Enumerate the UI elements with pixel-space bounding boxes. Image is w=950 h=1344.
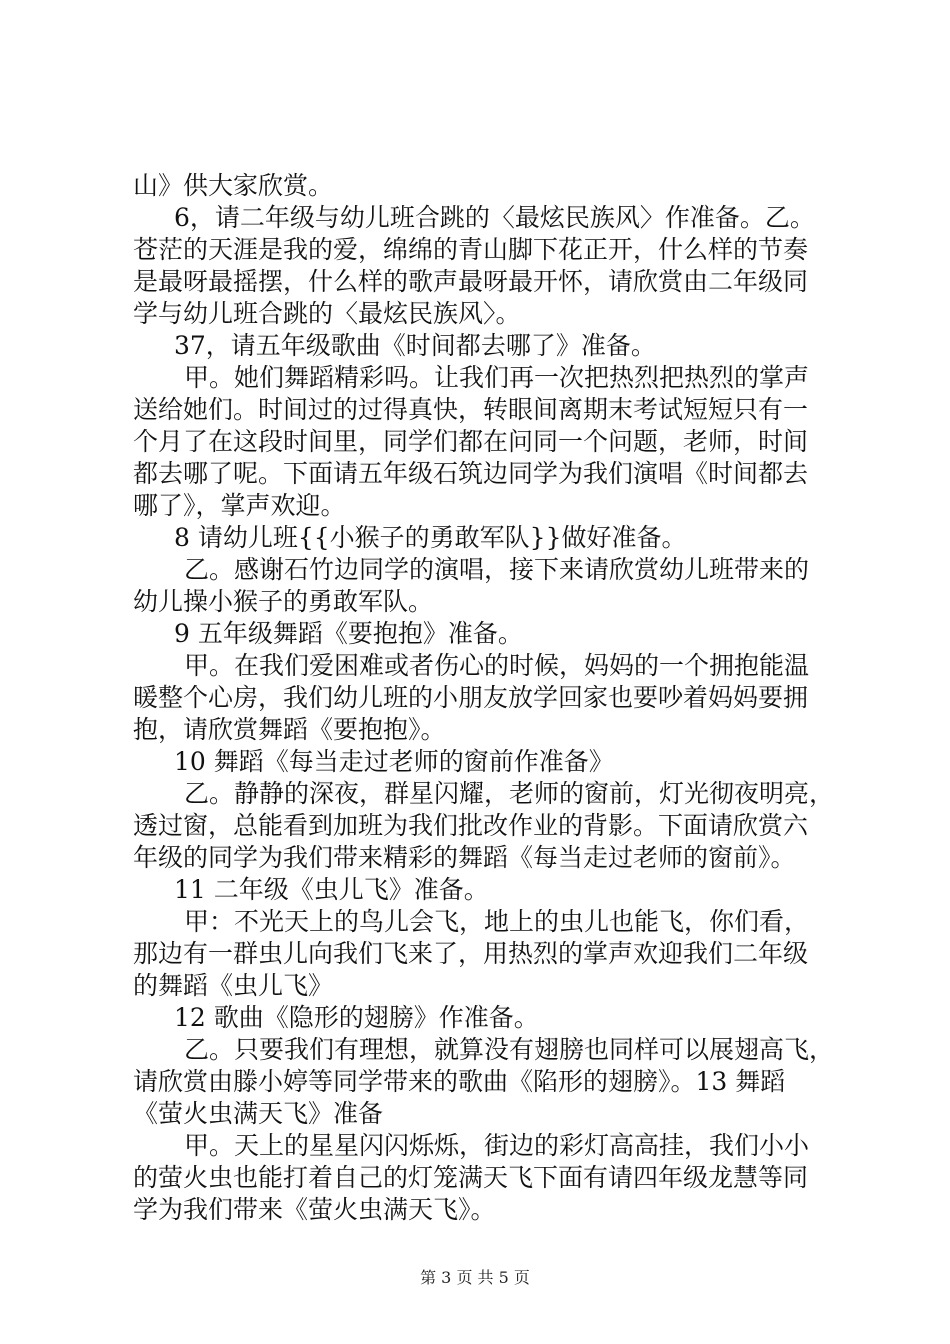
text-line: 的舞蹈《虫儿飞》: [133, 971, 334, 1000]
text-line: 学与幼儿班合跳的〈最炫民族风〉。: [133, 299, 521, 328]
text-line: 的萤火虫也能打着自己的灯笼满天飞下面有请四年级龙慧等同: [133, 1163, 809, 1192]
text-line: 是最呀最摇摆，什么样的歌声最呀最开怀，请欣赏由二年级同: [133, 267, 809, 296]
page-footer: 第 3 页 共 5 页: [420, 1268, 530, 1287]
text-line: 12 歌曲《隐形的翅膀》作准备。: [174, 1003, 539, 1032]
text-line: 甲：不光天上的鸟儿会飞，地上的虫儿也能飞，你们看，: [184, 907, 810, 936]
text-line: 个月了在这段时间里，同学们都在问同一个问题，老师，时间: [133, 427, 809, 456]
text-line: 8 请幼儿班{{小猴子的勇敢军队}}做好准备。: [174, 523, 687, 552]
document-body: [133, 170, 833, 1226]
text-line: 透过窗，总能看到加班为我们批改作业的背影。下面请欣赏六: [133, 811, 809, 840]
text-line: 苍茫的天涯是我的爱，绵绵的青山脚下花正开，什么样的节奏: [133, 235, 809, 264]
text-line: 抱，请欣赏舞蹈《要抱抱》。: [133, 715, 446, 744]
text-line: 送给她们。时间过的过得真快，转眼间离期末考试短短只有一: [133, 395, 809, 424]
text-line: 都去哪了呢。下面请五年级石筑边同学为我们演唱《时间都去: [133, 459, 809, 488]
text-line: 《萤火虫满天飞》准备: [133, 1099, 384, 1128]
text-line: 幼儿操小猴子的勇敢军队。: [133, 587, 434, 616]
text-line: 乙。只要我们有理想，就算没有翅膀也同样可以展翅高飞，: [184, 1035, 835, 1064]
text-line: 学为我们带来《萤火虫满天飞》。: [133, 1195, 496, 1224]
text-line: 11 二年级《虫儿飞》准备。: [174, 875, 489, 904]
text-line: 哪了》，掌声欢迎。: [133, 491, 346, 520]
text-line: 那边有一群虫儿向我们飞来了，用热烈的掌声欢迎我们二年级: [133, 939, 809, 968]
text-line: 乙。感谢石竹边同学的演唱，接下来请欣赏幼儿班带来的: [184, 555, 810, 584]
text-line: 9 五年级舞蹈《要抱抱》准备。: [174, 619, 523, 648]
text-line: 暖整个心房，我们幼儿班的小朋友放学回家也要吵着妈妈要拥: [133, 683, 809, 712]
text-line: 山》供大家欣赏。: [133, 171, 334, 200]
text-line: 6，请二年级与幼儿班合跳的〈最炫民族风〉作准备。乙。: [174, 203, 815, 232]
text-line: 请欣赏由滕小婷等同学带来的歌曲《陷形的翅膀》。13 舞蹈: [133, 1067, 786, 1096]
text-line: 乙。静静的深夜，群星闪耀，老师的窗前，灯光彻夜明亮，: [184, 779, 835, 808]
text-line: 甲。她们舞蹈精彩吗。让我们再一次把热烈把热烈的掌声: [184, 363, 810, 392]
text-line: 10 舞蹈《每当走过老师的窗前作准备》: [174, 747, 614, 776]
text-line: 甲。在我们爱困难或者伤心的时候，妈妈的一个拥抱能温: [184, 651, 810, 680]
text-line: 37，请五年级歌曲《时间都去哪了》准备。: [174, 331, 656, 360]
text-line: 甲。天上的星星闪闪烁烁，街边的彩灯高高挂，我们小小: [184, 1131, 810, 1160]
text-line: 年级的同学为我们带来精彩的舞蹈《每当走过老师的窗前》。: [133, 843, 796, 872]
